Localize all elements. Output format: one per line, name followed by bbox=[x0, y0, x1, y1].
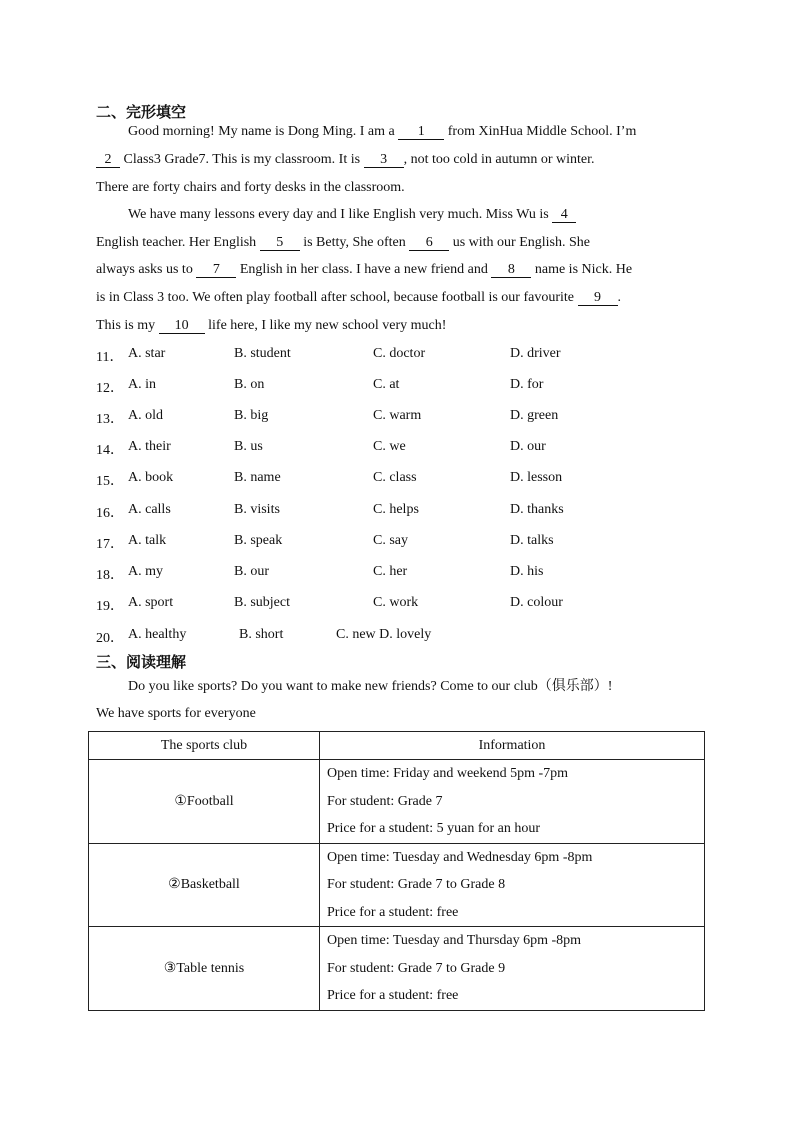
option-c-d: C. new D. lovely bbox=[336, 627, 432, 642]
question-row bbox=[96, 470, 696, 490]
cloze-text: , not too cold in autumn or winter. bbox=[403, 152, 595, 167]
cloze-text: Good morning! My name is Dong Ming. I am a bbox=[128, 124, 399, 139]
option-a: A. talk bbox=[128, 532, 167, 548]
open-time: Open time: Friday and weekend 5pm -7pm bbox=[327, 766, 569, 781]
option-b: B. big bbox=[234, 408, 269, 424]
cloze-text: us with our English. She bbox=[449, 235, 590, 250]
club-name: ③Table tennis bbox=[89, 927, 320, 1011]
cloze-blank-4: 4 bbox=[552, 207, 576, 223]
option-a: A. calls bbox=[128, 501, 171, 517]
cloze-text: English in her class. I have a new friend and bbox=[236, 262, 492, 277]
question-row bbox=[96, 377, 696, 397]
option-a: A. my bbox=[128, 563, 163, 579]
cloze-text: name is Nick. He bbox=[531, 262, 633, 277]
option-d: D. green bbox=[510, 408, 559, 424]
reading-subtitle: We have sports for everyone bbox=[96, 706, 256, 721]
club-info bbox=[320, 760, 705, 844]
club-info bbox=[320, 927, 705, 1011]
option-c: C. say bbox=[373, 532, 408, 548]
cloze-text: from XinHua Middle School. I’m bbox=[444, 124, 637, 139]
option-b: B. speak bbox=[234, 532, 283, 548]
table-row bbox=[89, 843, 705, 927]
table-row bbox=[89, 927, 705, 1011]
option-c: C. work bbox=[373, 594, 419, 610]
for-student: For student: Grade 7 to Grade 9 bbox=[327, 960, 506, 976]
question-number: 15． bbox=[96, 474, 124, 490]
option-b: B. visits bbox=[234, 501, 280, 517]
cloze-line bbox=[96, 290, 621, 306]
for-student: For student: Grade 7 to Grade 8 bbox=[327, 877, 506, 892]
cloze-blank-8: 8 bbox=[491, 262, 531, 278]
option-d: D. colour bbox=[510, 594, 563, 610]
question-number: 20． bbox=[96, 631, 124, 646]
reading-intro: Do you like sports? Do you want to make new friends? Come to our club（俱乐部）! bbox=[128, 679, 613, 694]
question-row bbox=[96, 502, 696, 522]
club-name: ①Football bbox=[89, 760, 320, 844]
club-name: ②Basketball bbox=[89, 843, 320, 927]
option-b: B. on bbox=[234, 377, 265, 393]
cloze-line bbox=[96, 152, 594, 168]
cloze-text: This is my bbox=[96, 318, 159, 333]
option-a: A. their bbox=[128, 439, 171, 455]
option-b: B. subject bbox=[234, 594, 290, 610]
question-row bbox=[96, 439, 696, 459]
cloze-text: always asks us to bbox=[96, 262, 197, 277]
for-student: For student: Grade 7 bbox=[327, 793, 443, 809]
cloze-blank-6: 6 bbox=[409, 235, 449, 251]
cloze-line bbox=[128, 207, 576, 223]
question-number: 14． bbox=[96, 443, 124, 459]
option-c: C. her bbox=[373, 563, 408, 579]
header-information: Information bbox=[320, 732, 705, 760]
question-row bbox=[96, 408, 696, 428]
table-row bbox=[89, 760, 705, 844]
question-number: 17． bbox=[96, 536, 124, 552]
option-b: B. our bbox=[234, 563, 269, 579]
cloze-text: life here, I like my new school very much! bbox=[204, 318, 447, 333]
option-a: A. star bbox=[128, 346, 166, 361]
option-c: C. warm bbox=[373, 408, 422, 424]
cloze-text: is in Class 3 too. We often play football after school, because football is our favourite bbox=[96, 290, 578, 305]
table-header-row bbox=[89, 732, 705, 760]
cloze-line bbox=[96, 318, 446, 334]
section-heading-reading: 三、阅读理解 bbox=[96, 653, 187, 671]
option-b: B. name bbox=[234, 470, 281, 486]
option-d: D. his bbox=[510, 563, 544, 579]
price: Price for a student: free bbox=[327, 988, 459, 1003]
question-row bbox=[96, 595, 696, 615]
question-row bbox=[96, 533, 696, 553]
cloze-text: . bbox=[617, 290, 621, 305]
option-a: A. book bbox=[128, 470, 174, 486]
option-a: A. sport bbox=[128, 594, 174, 610]
question-number: 18． bbox=[96, 567, 124, 583]
question-number: 12． bbox=[96, 381, 124, 397]
cloze-line: There are forty chairs and forty desks in the classroom. bbox=[96, 180, 405, 195]
cloze-blank-1: 1 bbox=[398, 124, 444, 140]
option-d: D. for bbox=[510, 377, 544, 393]
open-time: Open time: Tuesday and Wednesday 6pm -8pm bbox=[327, 849, 593, 865]
cloze-blank-3: 3 bbox=[364, 152, 404, 168]
cloze-line bbox=[96, 262, 632, 278]
option-a: A. old bbox=[128, 408, 163, 424]
section-heading-cloze: 二、完形填空 bbox=[96, 103, 187, 121]
cloze-text: Class3 Grade7. This is my classroom. It is bbox=[120, 152, 364, 167]
option-c: C. helps bbox=[373, 501, 419, 517]
option-d: D. talks bbox=[510, 532, 554, 548]
open-time: Open time: Tuesday and Thursday 6pm -8pm bbox=[327, 933, 582, 948]
question-number: 13． bbox=[96, 412, 124, 428]
option-b: B. us bbox=[234, 439, 263, 455]
option-d: D. driver bbox=[510, 346, 561, 361]
cloze-blank-7: 7 bbox=[196, 262, 236, 278]
cloze-blank-5: 5 bbox=[260, 235, 300, 251]
question-row bbox=[96, 346, 696, 366]
price: Price for a student: 5 yuan for an hour bbox=[327, 821, 541, 836]
option-d: D. lesson bbox=[510, 470, 563, 486]
option-a: A. healthy bbox=[128, 627, 187, 642]
option-c: C. we bbox=[373, 439, 406, 455]
cloze-blank-9: 9 bbox=[578, 290, 618, 306]
question-number: 19． bbox=[96, 598, 124, 614]
question-number: 16． bbox=[96, 505, 124, 521]
cloze-line bbox=[96, 235, 590, 251]
question-row-20 bbox=[96, 627, 696, 647]
header-sports-club: The sports club bbox=[89, 732, 320, 760]
question-row bbox=[96, 564, 696, 584]
question-number: 11． bbox=[96, 350, 124, 365]
cloze-blank-10: 10 bbox=[159, 318, 205, 334]
option-c: C. class bbox=[373, 470, 417, 486]
cloze-line bbox=[128, 124, 636, 140]
option-d: D. thanks bbox=[510, 501, 564, 517]
option-c: C. at bbox=[373, 377, 400, 393]
cloze-text: We have many lessons every day and I like English very much. Miss Wu is bbox=[128, 207, 553, 222]
option-c: C. doctor bbox=[373, 346, 426, 361]
price: Price for a student: free bbox=[327, 904, 459, 920]
club-info bbox=[320, 843, 705, 927]
option-d: D. our bbox=[510, 439, 546, 455]
option-b: B. student bbox=[234, 346, 291, 361]
sports-club-table bbox=[88, 731, 705, 1011]
cloze-text: is Betty, She often bbox=[299, 235, 410, 250]
cloze-blank-2: 2 bbox=[96, 152, 120, 168]
option-b: B. short bbox=[239, 627, 284, 642]
cloze-text: English teacher. Her English bbox=[96, 235, 260, 250]
option-a: A. in bbox=[128, 377, 156, 393]
